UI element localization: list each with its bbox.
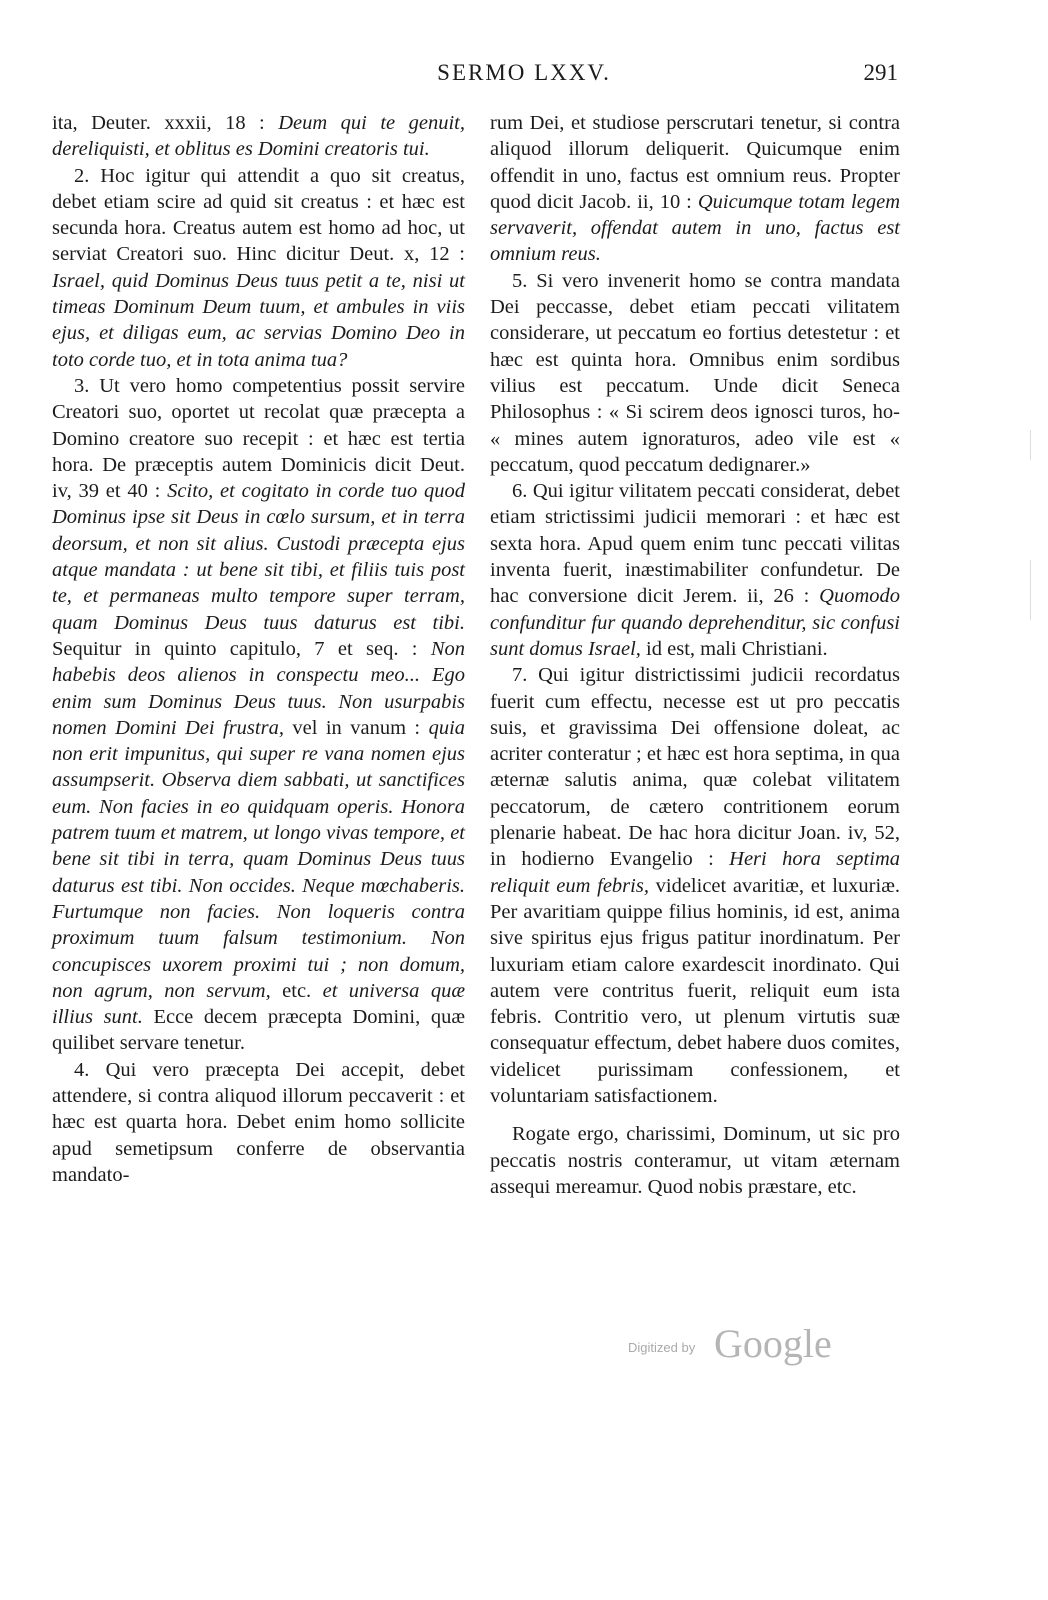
text-run: 4. Qui vero præcepta Dei accepit, debet attendere, si contra aliquod illorum peccaverit : et hæc est quarta hora. Debet enim homo sollicite apud semetipsum conferre de observantia mandato- xyxy=(52,1058,465,1186)
left-text-column xyxy=(52,110,465,1188)
text-run: id est, mali Christiani. xyxy=(640,637,828,660)
digitized-by-label: Digitized by xyxy=(628,1340,696,1355)
scan-edge-mark xyxy=(1030,430,1031,460)
text-run: etc. xyxy=(270,979,323,1002)
text-run: 5. Si vero invenerit homo se contra mandata Dei peccasse, debet etiam peccati vilitatem considerare, ut peccatum eo fortius detestetur : et hæc est quinta hora. Omnibus enim sordibus vilius est peccatum. Unde dicit Seneca Philosophus : « Si scirem deos ignosci turos, ho- « mines autem ignoraturos, adeo vile est « peccatum, quod peccatum dedignarer.» xyxy=(490,269,900,476)
paragraph xyxy=(490,1121,900,1200)
italic-quotation: Heri hora septima reliquit eum febris, xyxy=(490,848,900,897)
text-run: rum Dei, et studiose perscrutari tenetur, si contra aliquod illorum deliquerit. Quicumque enim offendit in uno, factus est omnium reus. Propter quod dicit Jacob. ii, 10 : xyxy=(490,112,900,213)
text-run: videlicet avaritiæ, et luxuriæ. Per avaritiam quippe filius hominis, id est, anima sive spiritus ejus frigus patitur inordinatum. Per luxuriam etiam calore exardescit inordinato. Qui autem vere contritus fuerit, reliquit eum ista febris. Contritio vero, ut plenum virtutis suæ consequatur effectum, debet habere duos comites, videlicet purissimam confessionem, et voluntariam satisfactionem. xyxy=(490,874,900,1107)
text-run: Rogate ergo, charissimi, Dominum, ut sic pro peccatis nostris conteramur, ut vitam æternam assequi mereamur. Quod nobis præstare, etc. xyxy=(490,1123,900,1198)
italic-quotation: quia non erit impunitus, qui super re vana nomen ejus assumpserit. Observa diem sabbati, ut sanctifices eum. Non facies in eo quidquam operis. Honora patrem tuum et matrem, ut longo vivas tempore, et bene sit tibi in terra, quam Dominus Deus tuus daturus est tibi. Non occides. Neque mœchaberis. Furtumque non facies. Non loqueris contra proximum tuum falsum testimonium. Non concupisces uxorem proximi tui ; non domum, non agrum, non servum, xyxy=(52,716,466,1002)
text-run: 2. Hoc igitur qui attendit a quo sit creatus, debet etiam scire ad quid sit creatus : et hæc est secunda hora. Creatus autem est homo ad hoc, ut serviat Creatori suo. Hinc dicitur Deut. x, 12 : xyxy=(52,164,465,266)
italic-quotation: Israel, quid Dominus Deus tuus petit a te, nisi ut timeas Dominum Deum tuum, et ambules in viis ejus, et diligas eum, ac servias Domino Deo in toto corde tuo, et in tota anima tua? xyxy=(52,269,465,371)
right-text-column xyxy=(490,110,900,1200)
text-run: 6. Qui igitur vilitatem peccati considerat, debet etiam strictissimi judicii memorari : et hæc est sexta hora. Apud quem enim tunc peccati vilitas inventa fuerit, inæstimabiliter confundetur. De hac conversione dicit Jerem. ii, 26 : xyxy=(490,480,900,608)
paragraph xyxy=(490,478,900,662)
google-logo: Google xyxy=(714,1321,832,1366)
text-run: ita, Deuter. xxxii, 18 : xyxy=(52,112,279,134)
italic-quotation: Quicumque totam legem servaverit, offendat autem in uno, factus est omnium reus. xyxy=(490,190,900,266)
digitized-watermark xyxy=(628,1320,858,1364)
paragraph xyxy=(490,110,900,268)
text-run: Ecce decem præcepta Domini, quæ quilibet servare tenetur. xyxy=(52,1006,465,1055)
running-header xyxy=(0,60,1048,90)
paragraph xyxy=(52,163,465,373)
paragraph xyxy=(52,1057,465,1188)
paragraph xyxy=(490,662,900,1109)
text-run: 7. Qui igitur districtissimi judicii recordatus fuerit cum effectu, necesse est ut pro peccatis suis, et gravissima Dei offensione doleat, ac acriter conteratur ; et hæc est hora septima, in qua æternæ salutis anima, quæ colebat vilitatem peccatorum, de cætero contritionem eorum plenarie habeat. De hac hora dicitur Joan. iv, 52, in hodierno Evangelio : xyxy=(490,664,900,871)
paragraph xyxy=(52,373,465,1057)
italic-quotation: Deum qui te genuit, dereliquisti, et oblitus es Domini creatoris tui. xyxy=(52,112,465,161)
scan-edge-mark xyxy=(1030,560,1031,620)
sermon-title: SERMO LXXV. xyxy=(437,60,611,85)
italic-quotation: Non habebis deos alienos in conspectu meo... Ego enim sum Dominus Deus tuus. Non usurpabis nomen Domini Dei frustra, xyxy=(52,637,465,739)
page-number: 291 xyxy=(863,60,898,85)
italic-quotation: Scito, et cogitato in corde tuo quod Dominus ipse sit Deus in cœlo sursum, et in terra deorsum, et non sit alius. Custodi præcepta ejus atque mandata : ut bene sit tibi, et filiis tuis post te, et permaneas multo tempore super terram, quam Dominus Deus tuus daturus est tibi. xyxy=(52,480,466,634)
italic-quotation: et universa quæ illius sunt. xyxy=(52,979,465,1029)
text-run: 3. Ut vero homo competentius possit servire Creatori suo, oportet ut recolat quæ præcepta a Domino creatore suo recepit : et hæc est tertia hora. De præceptis autem Dominicis dicit Deut. iv, 39 et 40 : xyxy=(52,374,465,503)
paragraph xyxy=(52,110,465,163)
paragraph xyxy=(490,268,900,478)
text-run: vel in vanum : xyxy=(283,716,429,739)
text-run: Sequitur in quinto capitulo, 7 et seq. : xyxy=(52,637,431,660)
italic-quotation: Quomodo confunditur fur quando deprehenditur, sic confusi sunt domus Israel, xyxy=(490,585,900,660)
